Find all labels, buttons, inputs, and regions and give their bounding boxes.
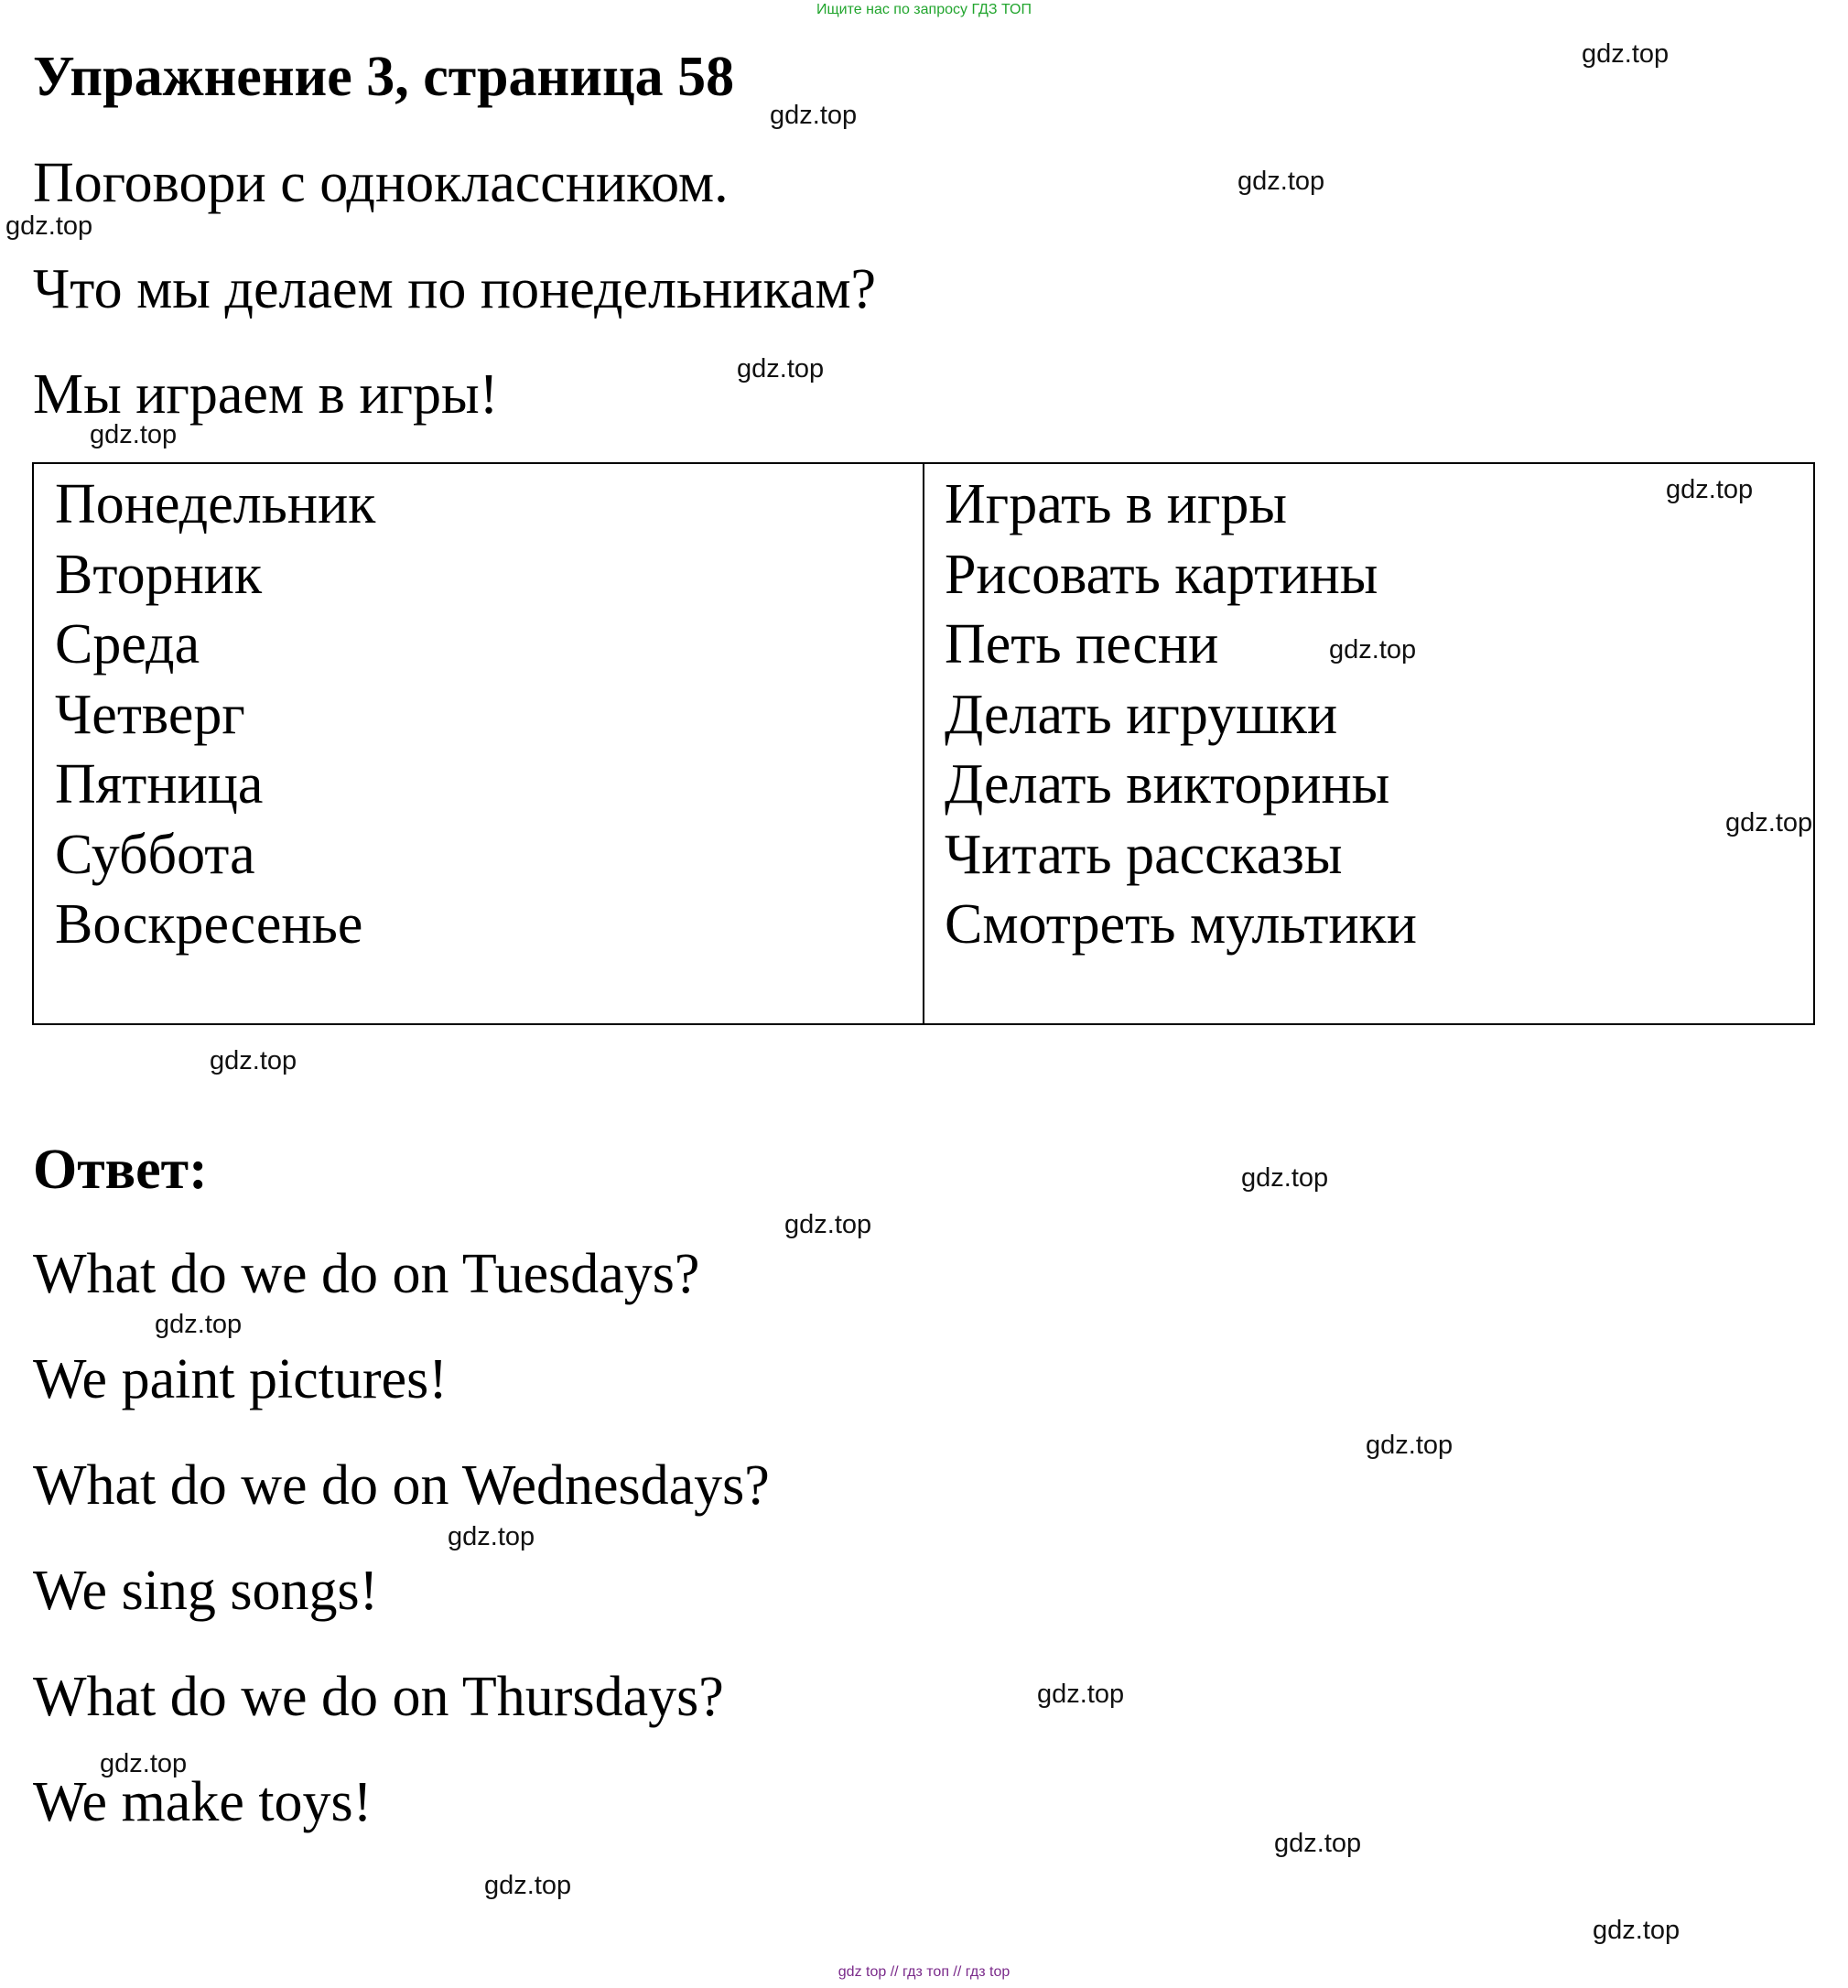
days-list: [55, 470, 375, 960]
watermark: gdz.top: [770, 101, 858, 130]
watermark: gdz.top: [1037, 1680, 1125, 1709]
answer-reply: We sing songs!: [33, 1560, 379, 1622]
footer-links: gdz top // гдз топ // гдз top: [838, 1964, 1010, 1980]
watermark: gdz.top: [784, 1210, 872, 1239]
exercise-title: Упражнение 3, страница 58: [33, 46, 735, 108]
activity-item: Смотреть мультики: [945, 893, 1417, 956]
watermark: gdz.top: [1237, 167, 1325, 196]
activity-item: Делать игрушки: [945, 683, 1338, 746]
activities-list: [945, 470, 1417, 960]
watermark: gdz.top: [210, 1046, 297, 1075]
watermark: gdz.top: [90, 420, 178, 449]
answer-reply: We paint pictures!: [33, 1348, 448, 1410]
watermark: gdz.top: [1274, 1829, 1362, 1858]
watermark: gdz.top: [1666, 475, 1754, 504]
watermark: gdz.top: [448, 1522, 535, 1551]
day-item: Вторник: [55, 543, 263, 606]
watermark: gdz.top: [100, 1749, 188, 1778]
watermark: gdz.top: [1593, 1916, 1680, 1945]
activity-item: Петь песни: [945, 613, 1219, 675]
answer-reply: We make toys!: [33, 1771, 373, 1833]
days-activities-table: [32, 462, 1815, 1025]
watermark: gdz.top: [1725, 808, 1813, 837]
day-item: Четверг: [55, 683, 245, 746]
answer-question: What do we do on Wednesdays?: [33, 1454, 770, 1517]
activities-column: [924, 464, 1813, 1023]
watermark: gdz.top: [737, 354, 825, 384]
watermark: gdz.top: [5, 211, 93, 241]
top-banner: Ищите нас по запросу ГДЗ ТОП: [816, 2, 1032, 17]
question-line: Что мы делаем по понедельникам?: [33, 258, 877, 320]
activity-item: Делать викторины: [945, 753, 1390, 816]
day-item: Среда: [55, 613, 200, 675]
watermark: gdz.top: [1241, 1163, 1329, 1193]
instruction-line: Поговори с одноклассником.: [33, 152, 729, 214]
answer-question: What do we do on Tuesdays?: [33, 1243, 700, 1305]
watermark: gdz.top: [155, 1310, 243, 1339]
day-item: Пятница: [55, 753, 264, 816]
activity-item: Играть в игры: [945, 473, 1288, 535]
day-item: Понедельник: [55, 473, 376, 535]
day-item: Воскресенье: [55, 893, 363, 956]
days-column: [34, 464, 924, 1023]
activity-item: Рисовать картины: [945, 543, 1378, 606]
day-item: Суббота: [55, 823, 255, 886]
watermark: gdz.top: [1582, 39, 1670, 69]
answer-question: What do we do on Thursdays?: [33, 1666, 724, 1728]
answer-title: Ответ:: [33, 1139, 208, 1201]
answer-example-line: Мы играем в игры!: [33, 363, 499, 426]
watermark: gdz.top: [1329, 635, 1417, 664]
watermark: gdz.top: [484, 1871, 572, 1900]
activity-item: Читать рассказы: [945, 823, 1343, 886]
watermark: gdz.top: [1366, 1431, 1454, 1460]
